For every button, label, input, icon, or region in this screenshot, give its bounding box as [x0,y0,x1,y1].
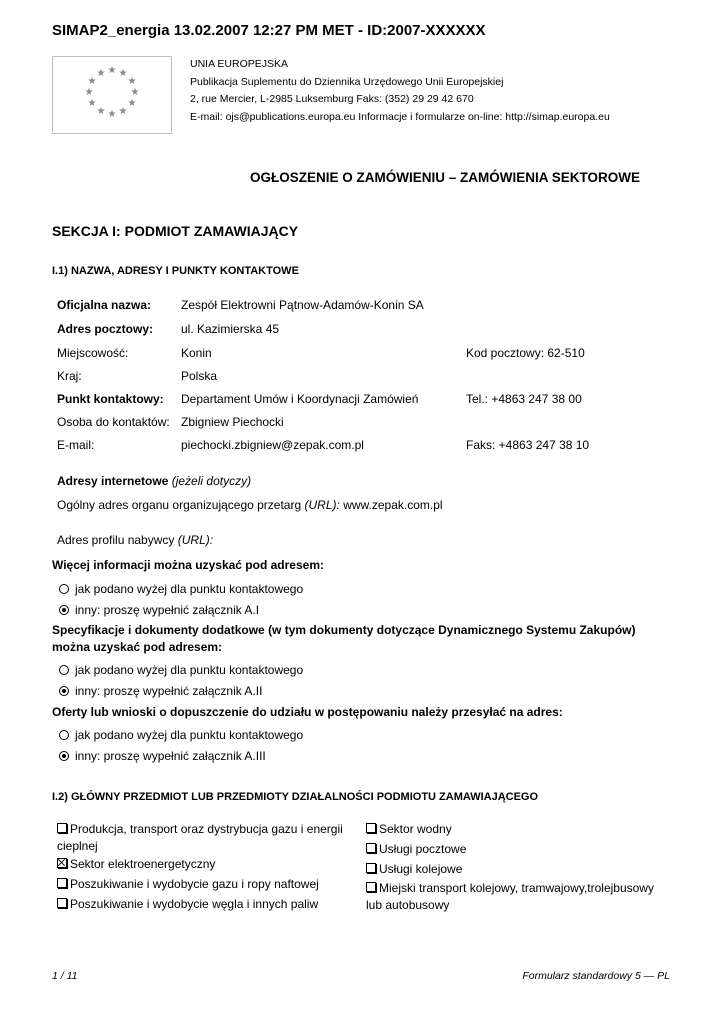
activity-label: Sektor elektroenergetyczny [70,857,216,871]
radio-selected-icon[interactable] [59,751,69,761]
postcode-value: Kod pocztowy: 62-510 [466,346,585,360]
offers-option-other[interactable] [59,749,266,763]
svg-text:★: ★ [130,87,140,98]
spec-docs-question-line1: Specyfikacje i dokumenty dodatkowe (w tym dokumenty dotyczące Dynamicznego Systemu Zakupów) [52,623,636,637]
activity-label: Poszukiwanie i wydobycie gazu i ropy naftowej [70,877,319,891]
svg-text:★: ★ [96,68,106,79]
eu-stars-icon [53,57,171,133]
activity-label: Usługi pocztowe [379,842,467,856]
checkbox-empty-icon[interactable] [57,898,67,908]
svg-text:★: ★ [127,76,137,87]
contact-point-label: Punkt kontaktowy: [57,392,164,406]
spec-docs-option-above[interactable] [59,663,303,677]
city-value: Konin [181,346,212,360]
fax-value: Faks: +4863 247 38 10 [466,438,590,452]
more-info-option-other[interactable] [59,603,259,617]
activity-water[interactable] [366,821,452,838]
checkbox-empty-icon[interactable] [57,878,67,888]
contact-point-value: Departament Umów i Koordynacji Zamówień [181,392,419,406]
option-label: jak podano wyżej dla punktu kontaktowego [75,663,304,677]
general-address-row [57,498,443,512]
option-label: jak podano wyżej dla punktu kontaktowego [75,728,304,742]
activity-gas-oil-exploration[interactable] [57,876,319,893]
buyer-profile-label: Adres profilu nabywcy [57,533,175,547]
section-title: SEKCJA I: PODMIOT ZAMAWIAJĄCY [52,223,299,239]
checkbox-empty-icon[interactable] [366,843,376,853]
svg-text:★: ★ [84,87,94,98]
country-value: Polska [181,369,218,383]
svg-text:★: ★ [96,106,106,117]
official-name-value: Zespół Elektrowni Pątnow-Adamów-Konin SA [181,298,424,312]
radio-empty-icon[interactable] [59,584,69,594]
eu-line: E-mail: ojs@publications.europa.eu Informacje i formularze on-line: http://simap.europa.eu [190,110,610,123]
more-info-question: Więcej informacji można uzyskać pod adresem: [52,558,324,572]
svg-text:★: ★ [107,109,117,120]
svg-text:★: ★ [118,106,128,117]
option-label: inny: proszę wypełnić załącznik A.II [75,684,263,698]
general-address-value[interactable]: www.zepak.com.pl [343,498,443,512]
activity-label: Usługi kolejowe [379,862,463,876]
general-address-label: Ogólny adres organu organizującego przetarg [57,498,302,512]
svg-text:★: ★ [118,68,128,79]
svg-text:★: ★ [87,98,97,109]
option-label: inny: proszę wypełnić załącznik A.I [75,603,260,617]
internet-addresses-note: (jeżeli dotyczy) [171,474,252,488]
activity-label-cont: cieplnej [57,839,98,853]
postal-address-value: ul. Kazimierska 45 [181,322,280,336]
internet-addresses-heading [57,474,251,488]
activity-postal[interactable] [366,841,466,858]
eu-line: UNIA EUROPEJSKA [190,58,289,70]
official-name-label: Oficjalna nazwa: [57,298,152,312]
offers-option-above[interactable] [59,728,303,742]
notice-title: OGŁOSZENIE O ZAMÓWIENIU – ZAMÓWIENIA SEKTOROWE [250,170,641,185]
more-info-option-above[interactable] [59,582,303,596]
activity-railway[interactable] [366,861,462,878]
buyer-profile-url-note: (URL): [177,533,214,547]
offers-question: Oferty lub wnioski o dopuszczenie do udziału w postępowaniu należy przesyłać na adres: [52,705,563,719]
checkbox-empty-icon[interactable] [366,863,376,873]
subsection-i2-title: I.2) GŁÓWNY PRZEDMIOT LUB PRZEDMIOTY DZIAŁALNOŚCI PODMIOTU ZAMAWIAJĄCEGO [52,791,539,803]
page-number: 1 / 11 [52,970,78,982]
radio-empty-icon[interactable] [59,665,69,675]
checkbox-checked-icon[interactable] [57,858,67,868]
checkbox-empty-icon[interactable] [366,823,376,833]
form-name: Formularz standardowy 5 — PL [522,970,670,982]
activity-label: Sektor wodny [379,822,452,836]
radio-selected-icon[interactable] [59,605,69,615]
checkbox-empty-icon[interactable] [366,882,376,892]
activity-gas-heat[interactable] [57,821,343,855]
svg-text:★: ★ [127,98,137,109]
document-header-title: SIMAP2_energia 13.02.2007 12:27 PM MET - ID:2007-XXXXXX [52,22,486,39]
email-value[interactable]: piechocki.zbigniew@zepak.com.pl [181,438,364,452]
svg-text:★: ★ [107,65,117,76]
country-label: Kraj: [57,369,82,383]
email-label: E-mail: [57,438,95,452]
spec-docs-option-other[interactable] [59,684,262,698]
radio-selected-icon[interactable] [59,686,69,696]
subsection-i1-title: I.1) NAZWA, ADRESY I PUNKTY KONTAKTOWE [52,265,299,277]
contact-person-value: Zbigniew Piechocki [181,415,284,429]
activity-electricity[interactable] [57,856,215,873]
city-label: Miejscowość: [57,346,129,360]
eu-publication-info [190,56,610,126]
checkbox-empty-icon[interactable] [57,823,67,833]
buyer-profile-row [57,533,213,547]
activity-label: Miejski transport kolejowy, tramwajowy,trolejbusowy [379,881,654,895]
svg-text:★: ★ [87,76,97,87]
option-label: jak podano wyżej dla punktu kontaktowego [75,582,304,596]
activity-label: Poszukiwanie i wydobycie węgla i innych paliw [70,897,319,911]
postal-address-label: Adres pocztowy: [57,322,154,336]
radio-empty-icon[interactable] [59,730,69,740]
internet-addresses-label: Adresy internetowe [57,474,169,488]
contact-person-label: Osoba do kontaktów: [57,415,170,429]
option-label: inny: proszę wypełnić załącznik A.III [75,749,266,763]
activity-label: Produkcja, transport oraz dystrybucja gazu i energii [70,822,343,836]
spec-docs-question-line2: można uzyskać pod adresem: [52,640,223,654]
eu-line: Publikacja Suplementu do Dziennika Urzędowego Unii Europejskiej [190,75,504,88]
activity-coal-exploration[interactable] [57,896,318,913]
general-address-url-note: (URL): [304,498,340,512]
eu-flag-logo [52,56,172,134]
tel-value: Tel.: +4863 247 38 00 [466,392,582,406]
activity-label-cont: lub autobusowy [366,898,450,912]
activity-urban-transport[interactable] [366,880,654,914]
eu-line: 2, rue Mercier, L-2985 Luksemburg Faks: (352) 29 29 42 670 [190,93,474,105]
